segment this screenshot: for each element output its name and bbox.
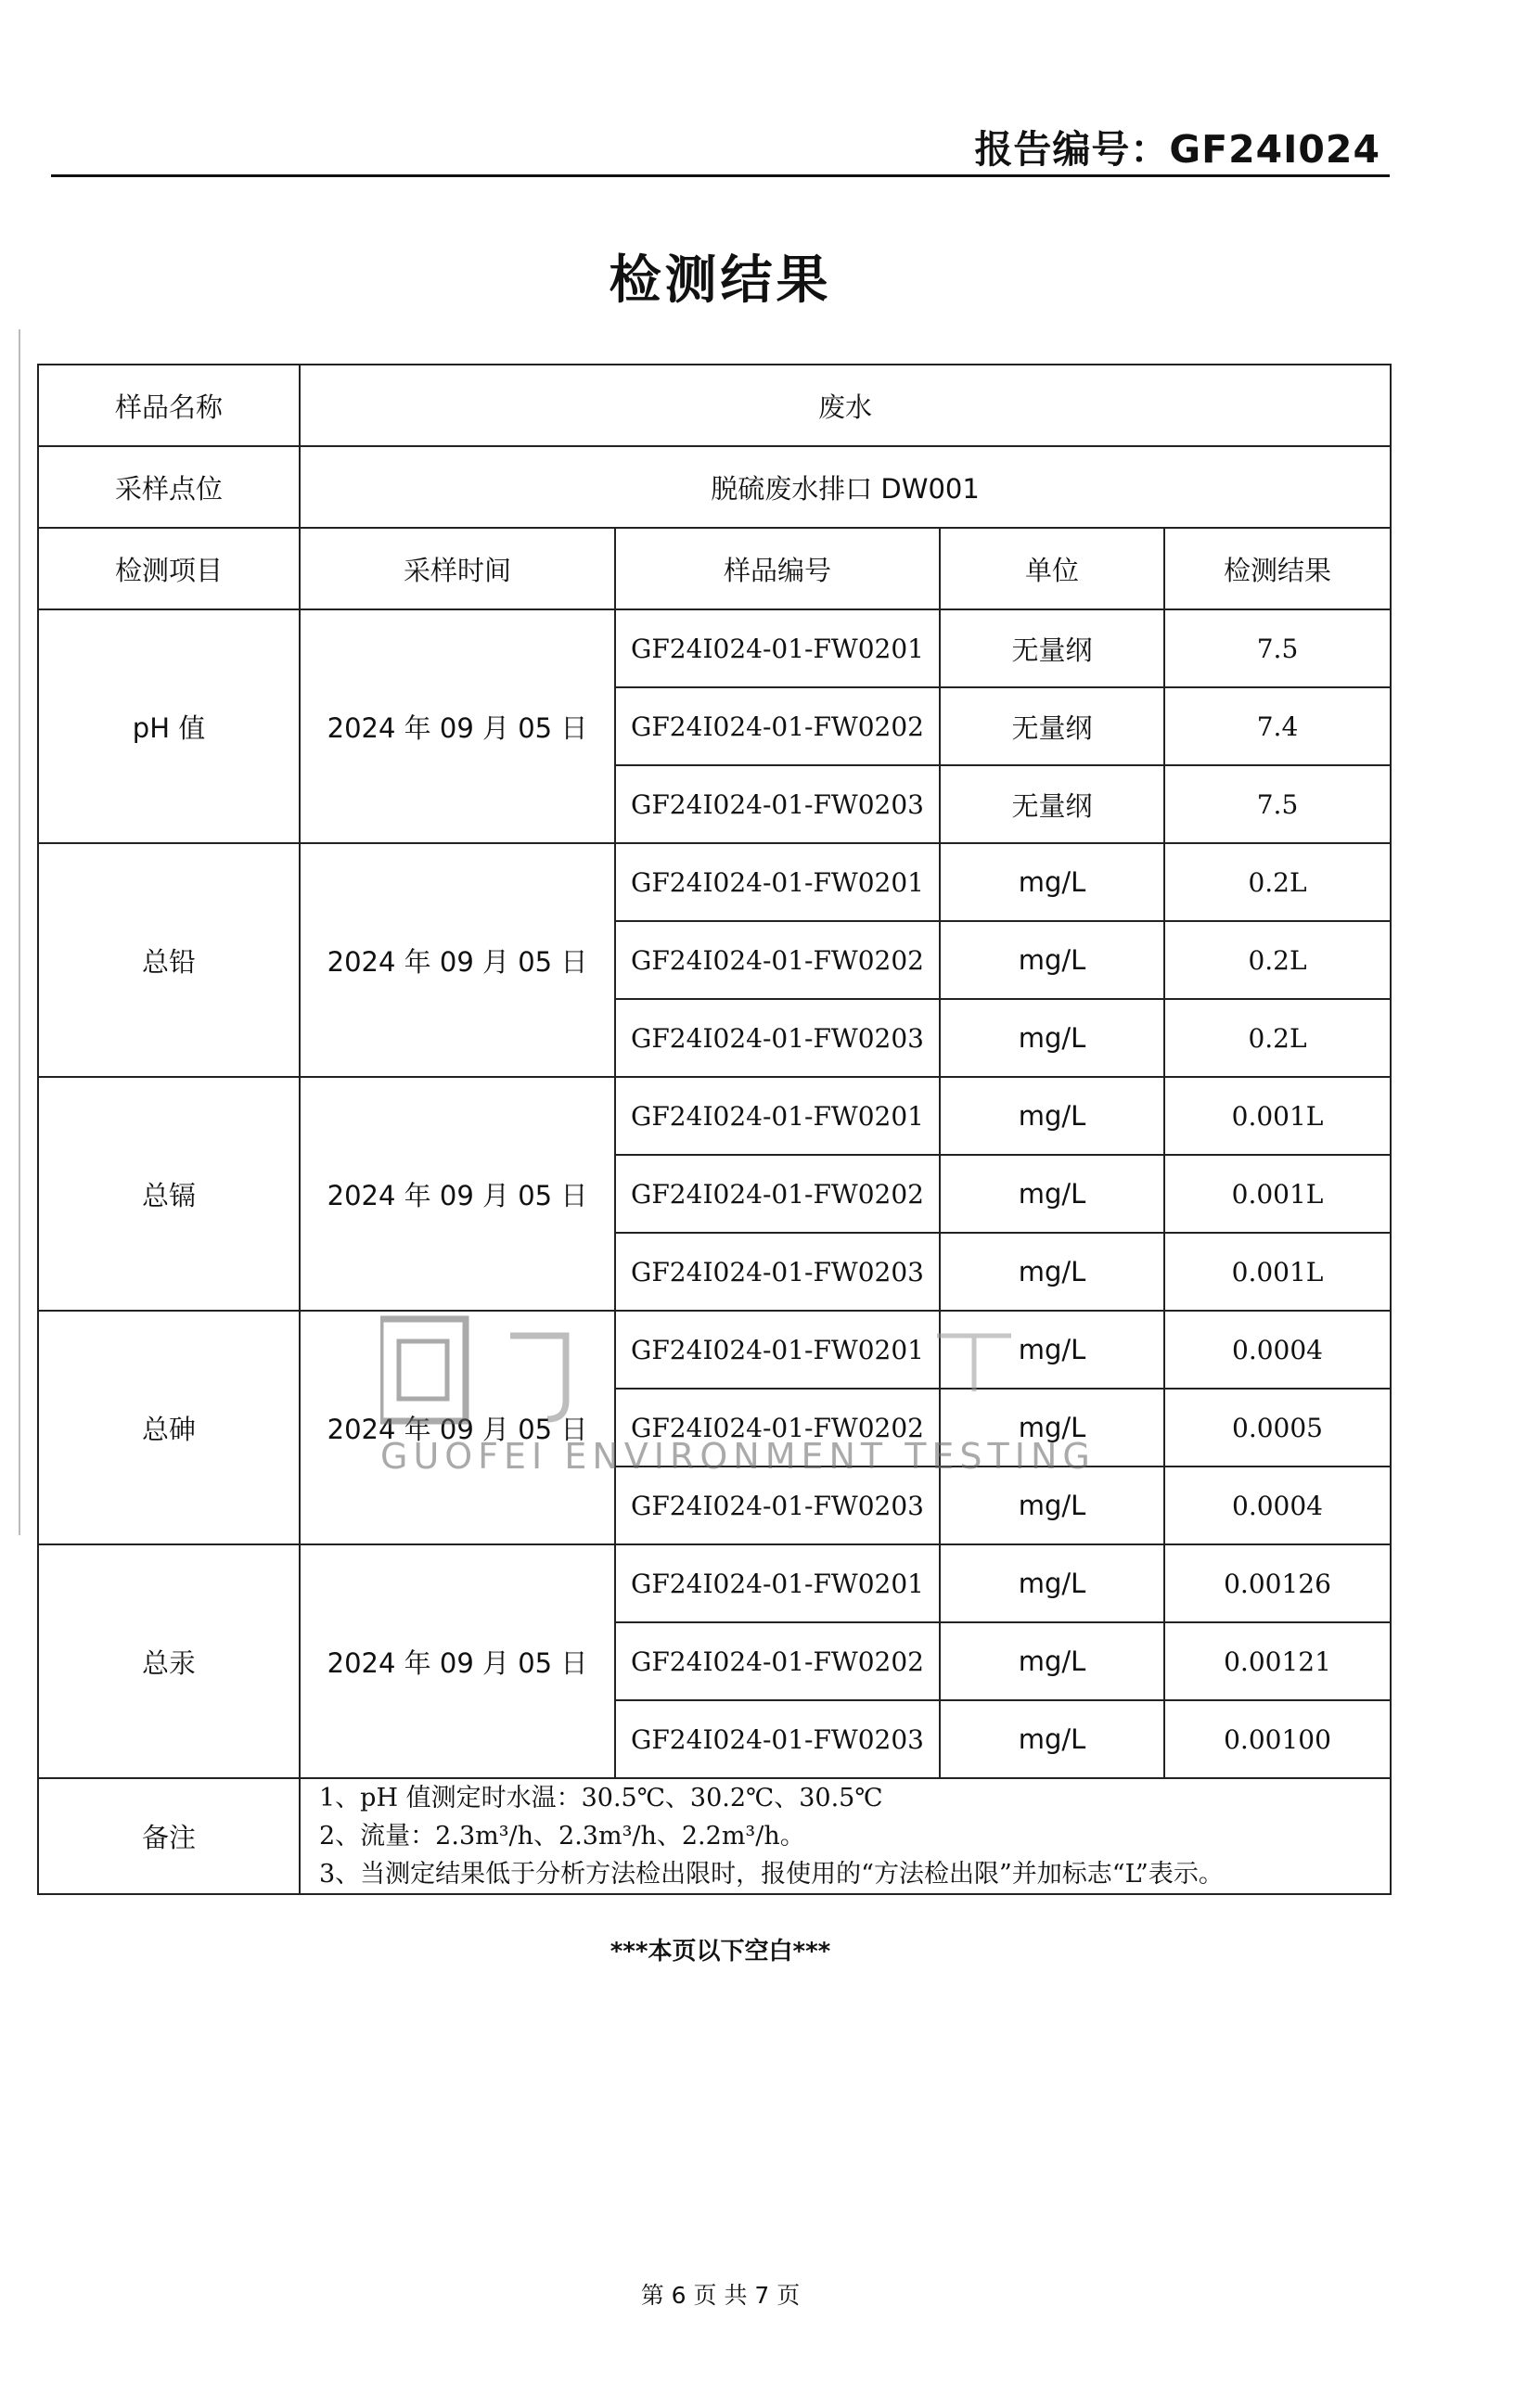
unit-cell: mg/L (940, 1155, 1164, 1233)
unit-cell: mg/L (940, 1077, 1164, 1155)
result-cell: 0.00126 (1164, 1544, 1391, 1622)
remark-line: 1、pH 值测定时水温：30.5℃、30.2℃、30.5℃ (319, 1784, 883, 1812)
scan-edge-line (19, 329, 20, 1535)
column-header-row (38, 528, 1391, 609)
result-cell: 7.4 (1164, 687, 1391, 765)
table-row (38, 609, 1391, 687)
header-sample-id: 样品编号 (615, 528, 940, 609)
table-row (38, 1544, 1391, 1622)
result-cell: 0.001L (1164, 1077, 1391, 1155)
sample-id-cell: GF24I024-01-FW0201 (615, 1544, 940, 1622)
remarks-content (300, 1778, 1391, 1894)
result-cell: 0.0004 (1164, 1311, 1391, 1389)
sample-id-cell: GF24I024-01-FW0201 (615, 843, 940, 921)
sample-name-value: 废水 (300, 365, 1391, 446)
header-result: 检测结果 (1164, 528, 1391, 609)
header-unit: 单位 (940, 528, 1164, 609)
unit-cell: mg/L (940, 1311, 1164, 1389)
sample-id-cell: GF24I024-01-FW0203 (615, 1233, 940, 1311)
header-item: 检测项目 (38, 528, 300, 609)
sample-id-cell: GF24I024-01-FW0201 (615, 1077, 940, 1155)
sample-point-value: 脱硫废水排口 DW001 (300, 446, 1391, 528)
unit-cell: mg/L (940, 1700, 1164, 1778)
sample-point-row (38, 446, 1391, 528)
report-number: 报告编号：GF24I024 (974, 127, 1380, 172)
page-title: 检测结果 (609, 250, 832, 311)
result-cell: 0.0004 (1164, 1467, 1391, 1544)
result-cell: 0.00121 (1164, 1622, 1391, 1700)
unit-cell: mg/L (940, 1622, 1164, 1700)
result-cell: 0.001L (1164, 1155, 1391, 1233)
result-cell: 0.2L (1164, 999, 1391, 1077)
test-item-cell: 总汞 (38, 1544, 300, 1778)
header-time: 采样时间 (300, 528, 615, 609)
table-row (38, 843, 1391, 921)
sample-id-cell: GF24I024-01-FW0202 (615, 1622, 940, 1700)
sample-name-row (38, 365, 1391, 446)
remarks-row (38, 1778, 1391, 1894)
test-item-cell: 总镉 (38, 1077, 300, 1311)
result-cell: 0.2L (1164, 843, 1391, 921)
page-footer: 第 6 页 共 7 页 (640, 2282, 801, 2309)
unit-cell: mg/L (940, 1544, 1164, 1622)
sample-id-cell: GF24I024-01-FW0203 (615, 999, 940, 1077)
sampling-date-cell: 2024 年 09 月 05 日 (300, 1544, 615, 1778)
blank-below-marker: ***本页以下空白*** (610, 1938, 831, 1966)
unit-cell: 无量纲 (940, 609, 1164, 687)
sampling-date-cell: 2024 年 09 月 05 日 (300, 1077, 615, 1311)
unit-cell: mg/L (940, 1233, 1164, 1311)
test-item-cell: 总砷 (38, 1311, 300, 1544)
sample-name-label: 样品名称 (38, 365, 300, 446)
sampling-date-cell: 2024 年 09 月 05 日 (300, 1311, 615, 1544)
table-row (38, 1077, 1391, 1155)
sampling-date-cell: 2024 年 09 月 05 日 (300, 609, 615, 843)
result-cell: 0.2L (1164, 921, 1391, 999)
test-item-cell: pH 值 (38, 609, 300, 843)
sample-id-cell: GF24I024-01-FW0203 (615, 765, 940, 843)
remarks-label: 备注 (38, 1778, 300, 1894)
result-cell: 7.5 (1164, 609, 1391, 687)
sample-id-cell: GF24I024-01-FW0201 (615, 1311, 940, 1389)
table-row (38, 1311, 1391, 1389)
seal-text: GUOFEI ENVIRONMENT TESTING (380, 1436, 1096, 1477)
sample-id-cell: GF24I024-01-FW0202 (615, 687, 940, 765)
sample-point-label: 采样点位 (38, 446, 300, 528)
sample-id-cell: GF24I024-01-FW0202 (615, 1389, 940, 1467)
sample-id-cell: GF24I024-01-FW0203 (615, 1700, 940, 1778)
test-item-cell: 总铅 (38, 843, 300, 1077)
sample-id-cell: GF24I024-01-FW0202 (615, 921, 940, 999)
remark-line: 2、流量：2.3m³/h、2.3m³/h、2.2m³/h。 (319, 1822, 805, 1851)
unit-cell: mg/L (940, 1389, 1164, 1467)
unit-cell: mg/L (940, 921, 1164, 999)
result-cell: 0.0005 (1164, 1389, 1391, 1467)
unit-cell: mg/L (940, 999, 1164, 1077)
sampling-date-cell: 2024 年 09 月 05 日 (300, 843, 615, 1077)
sample-id-cell: GF24I024-01-FW0201 (615, 609, 940, 687)
unit-cell: mg/L (940, 1467, 1164, 1544)
results-table (37, 364, 1392, 1895)
sample-id-cell: GF24I024-01-FW0203 (615, 1467, 940, 1544)
unit-cell: 无量纲 (940, 687, 1164, 765)
sample-id-cell: GF24I024-01-FW0202 (615, 1155, 940, 1233)
result-cell: 7.5 (1164, 765, 1391, 843)
unit-cell: 无量纲 (940, 765, 1164, 843)
result-cell: 0.00100 (1164, 1700, 1391, 1778)
unit-cell: mg/L (940, 843, 1164, 921)
result-cell: 0.001L (1164, 1233, 1391, 1311)
remark-line: 3、当测定结果低于分析方法检出限时，报使用的“方法检出限”并加标志“L”表示。 (319, 1860, 1224, 1889)
header-rule (51, 174, 1390, 177)
